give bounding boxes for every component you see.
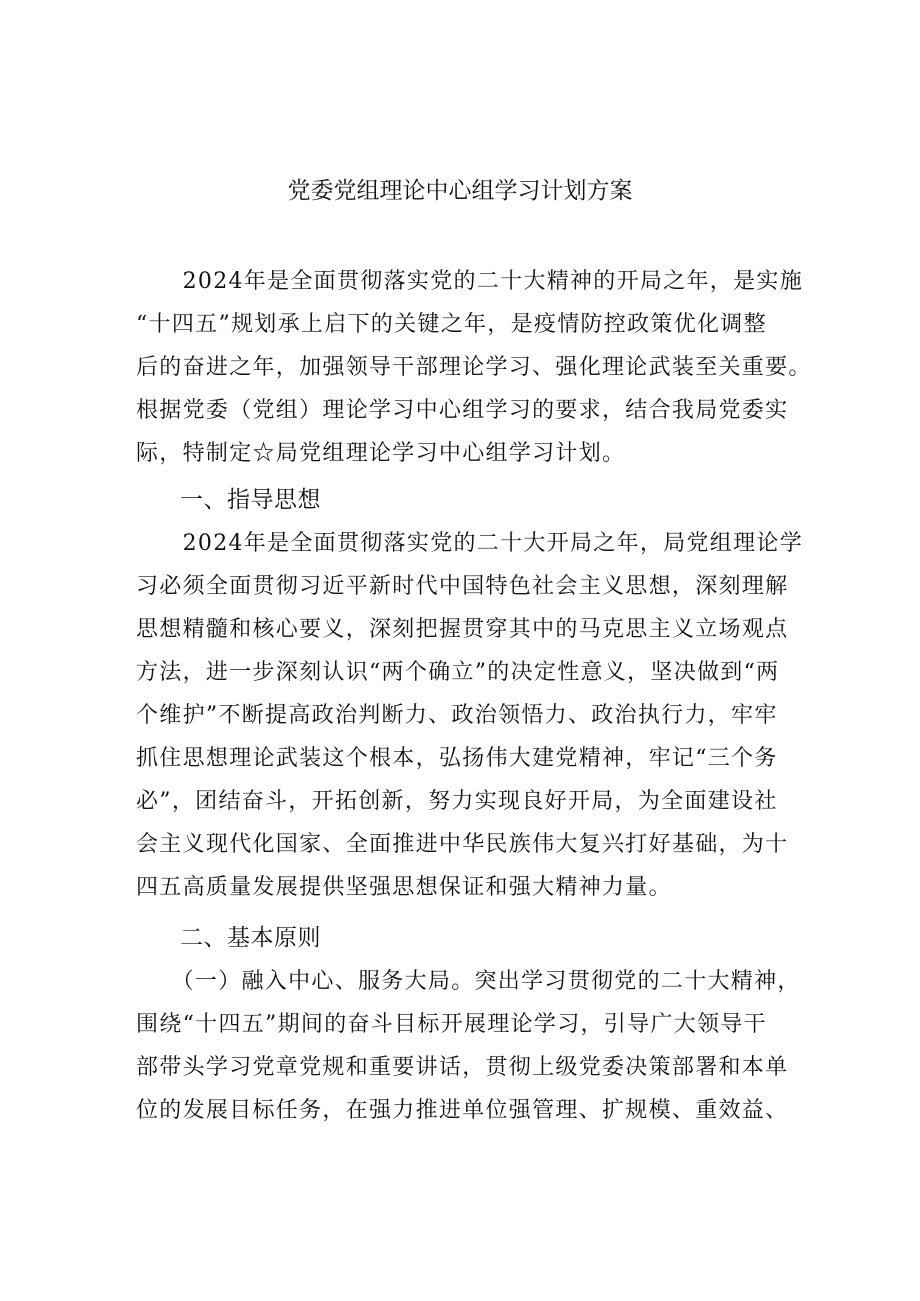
- section2-line: 围绕“十四五”期间的奋斗目标开展理论学习，引导广大领导干: [136, 1012, 767, 1037]
- section1-line: 个维护”不断提高政治判断力、政治领悟力、政治执行力，牢牢: [136, 703, 778, 728]
- intro-line: “十四五”规划承上启下的关键之年，是疫情防控政策优化调整: [136, 312, 767, 337]
- section-heading-basic-principles: 二、基本原则: [180, 925, 321, 951]
- section2-line: 位的发展目标任务，在强力推进单位强管理、扩规模、重效益、: [136, 1098, 789, 1123]
- document-title: 党委党组理论中心组学习计划方案: [287, 178, 633, 204]
- section1-line: 2024年是全面贯彻落实党的二十大开局之年，局党组理论学: [136, 531, 803, 556]
- section2-line: （一）融入中心、服务大局。突出学习贯彻党的二十大精神，: [136, 969, 801, 994]
- section1-line: 思想精髓和核心要义，深刻把握贯穿其中的马克思主义立场观点: [136, 617, 789, 642]
- section1-line: 抓住思想理论武装这个根本，弘扬伟大建党精神，牢记“三个务: [136, 746, 778, 771]
- section1-line: 方法，进一步深刻认识“两个确立”的决定性意义，坚决做到“两: [136, 660, 780, 685]
- section1-line: 习必须全面贯彻习近平新时代中国特色社会主义思想，深刻理解: [136, 574, 789, 599]
- section1-line: 会主义现代化国家、全面推进中华民族伟大复兴打好基础，为十: [136, 832, 789, 857]
- intro-line: 2024年是全面贯彻落实党的二十大精神的开局之年，是实施: [136, 269, 803, 294]
- intro-line: 根据党委（党组）理论学习中心组学习的要求，结合我局党委实: [136, 398, 789, 423]
- section1-line: 四五高质量发展提供坚强思想保证和强大精神力量。: [136, 875, 672, 900]
- section1-line: 必”，团结奋斗，开拓创新，努力实现良好开局，为全面建设社: [136, 789, 778, 814]
- intro-line: 后的奋进之年，加强领导干部理论学习、强化理论武装至关重要。: [136, 355, 812, 380]
- section-heading-guiding-ideology: 一、指导思想: [180, 487, 321, 513]
- intro-line: 际，特制定☆局党组理论学习中心组学习计划。: [136, 441, 626, 466]
- section2-line: 部带头学习党章党规和重要讲话，贯彻上级党委决策部署和本单: [136, 1055, 789, 1080]
